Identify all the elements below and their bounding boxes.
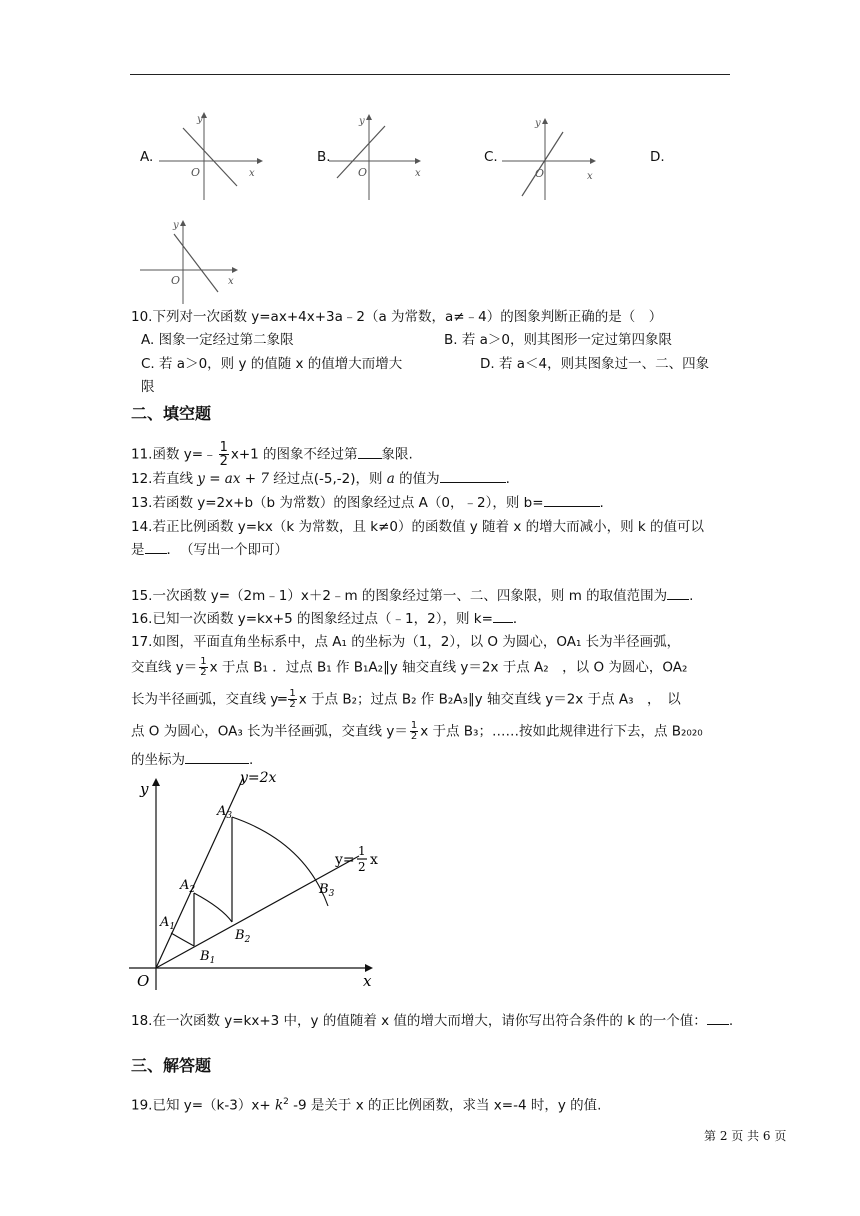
q14-blank <box>145 553 167 554</box>
q18: 18.在一次函数 y=kx+3 中，y 的值随着 x 值的增大而增大，请你写出符合条件的 k 的一个值： . <box>131 1013 734 1029</box>
q17-line4: 点 O 为圆心，OA₃ 长为半径画弧，交直线 y＝ $\frac{1}{2}$ x 于点 B₃；……按如此规律进行下去，点 B₂₀₂₀ <box>131 720 703 742</box>
fig-label-a2: $A_2$ <box>180 878 196 895</box>
q19: 19.已知 $y=(k-3)x+ k^2$ -9 是关于 x 的正比例函数，求当 x=-4 时，y 的值. <box>131 1097 602 1114</box>
section-answer: 三、解答题 <box>131 1056 212 1075</box>
option-b-label: B. <box>317 149 331 165</box>
graph-c-line <box>522 132 563 196</box>
svg-text:y: y <box>359 116 365 127</box>
graph-d-line <box>174 234 218 292</box>
q16: 16.已知一次函数 y=kx+5 的图象经过点（﹣1，2），则 k= ． <box>131 611 527 627</box>
q10-option-b: B. 若 a＞0，则其图形一定过第四象限 <box>444 332 672 348</box>
graph-option-c <box>498 110 608 202</box>
q10-stem: 10.下列对一次函数 y=ax+4x+3a﹣2（a 为常数，a≠﹣4）的图象判断正确的是（ ） <box>131 309 663 325</box>
svg-text:O: O <box>137 972 150 990</box>
svg-text:x: x <box>415 168 421 179</box>
fig-label-a3: $A_3$ <box>217 804 233 821</box>
svg-text:y: y <box>173 220 179 231</box>
q13-blank <box>544 506 600 507</box>
q11: 11.函数 y=﹣ $\frac{1}{2}$ x+1 的图象不经过第 象限. <box>131 440 413 469</box>
graph-option-d <box>138 214 248 306</box>
fig-label-b3: $B_3$ <box>319 882 335 899</box>
q17-blank <box>185 763 249 764</box>
q17-line2: 交直线 y＝ $\frac{1}{2}$ x 于点 B₁ ．过点 B₁ 作 B₁A₂∥y 轴交直线 y＝2x 于点 A₂ ，以 O 为圆心，OA₂ <box>131 656 688 678</box>
svg-text:y=: y= <box>335 852 355 868</box>
q15: 15.一次函数 y=（2m﹣1）x＋2﹣m 的图象经过第一、二、四象限，则 m 的取值范围为 . <box>131 588 694 604</box>
fig-arc-3 <box>232 817 328 906</box>
fig-label-b2: $B_2$ <box>235 928 251 945</box>
q12: 12.若直线 y = ax + 7 经过点(-5,-2)，则 a 的值为 . <box>131 471 510 487</box>
fig-arc-2 <box>194 893 232 922</box>
svg-text:x: x <box>228 276 234 287</box>
svg-text:x: x <box>249 168 255 179</box>
option-a-label: A. <box>140 149 154 165</box>
q11-fraction: $\frac{1}{2}$ <box>219 440 228 469</box>
q17-line3: 长为半径画弧，交直线 y═ $\frac{1}{2}$ x 于点 B₂；过点 B₂ 作 B₂A₃∥y 轴交直线 y＝2x 于点 A₃ ， 以 <box>131 688 681 710</box>
graph-option-b <box>325 110 435 202</box>
svg-text:O: O <box>535 167 545 180</box>
q17-line5: 的坐标为 . <box>131 752 254 768</box>
fig-arc-1 <box>171 933 194 946</box>
svg-text:x: x <box>587 171 593 182</box>
svg-text:O: O <box>358 166 368 179</box>
svg-text:O: O <box>191 166 201 179</box>
q10-option-d: D. 若 a＜4，则其图象过一、二、四象 <box>480 356 710 372</box>
q17-line1: 17.如图，平面直角坐标系中，点 A₁ 的坐标为（1，2），以 O 为圆心，OA₁ 长为半径画弧， <box>131 634 681 650</box>
section-fill-in: 二、填空题 <box>131 404 212 423</box>
page-footer: 第 2 页 共 6 页 <box>704 1129 787 1143</box>
q10-option-c: C. 若 a＞0，则 y 的值随 x 的值增大而增大 <box>141 356 403 372</box>
option-c-label: C. <box>484 149 498 165</box>
fig-label-a1: $A_1$ <box>160 915 176 932</box>
fig-line-half-x <box>156 856 359 968</box>
q15-blank <box>667 599 689 600</box>
q18-blank <box>707 1024 729 1025</box>
svg-text:x: x <box>363 972 372 990</box>
q12-blank <box>440 482 506 483</box>
svg-text:1: 1 <box>358 844 366 858</box>
q13: 13.若函数 y=2x+b（b 为常数）的图象经过点 A（0，﹣2），则 b= . <box>131 495 604 511</box>
option-d-label: D. <box>650 149 665 165</box>
svg-text:y=2x: y=2x <box>240 770 277 786</box>
fig-label-b1: $B_1$ <box>200 949 216 966</box>
svg-text:y: y <box>140 780 149 798</box>
svg-text:O: O <box>171 274 181 287</box>
svg-text:x: x <box>370 852 378 868</box>
q16-blank <box>493 622 513 623</box>
q11-blank <box>358 458 382 459</box>
q14-line2: 是 ． （写出一个即可） <box>131 542 288 558</box>
header-rule <box>130 74 730 75</box>
q10-option-d-cont: 限 <box>141 379 155 395</box>
fig-line-2x <box>156 778 243 968</box>
graph-option-a <box>155 110 265 202</box>
q14-line1: 14.若正比例函数 y=kx（k 为常数，且 k≠0）的函数值 y 随着 x 的增大而减小，则 k 的值可以 <box>131 519 705 535</box>
svg-text:y: y <box>197 114 203 125</box>
q17-figure <box>125 766 385 996</box>
svg-text:y: y <box>535 118 541 129</box>
q10-option-a: A. 图象一定经过第二象限 <box>141 332 294 348</box>
svg-text:2: 2 <box>358 860 366 874</box>
